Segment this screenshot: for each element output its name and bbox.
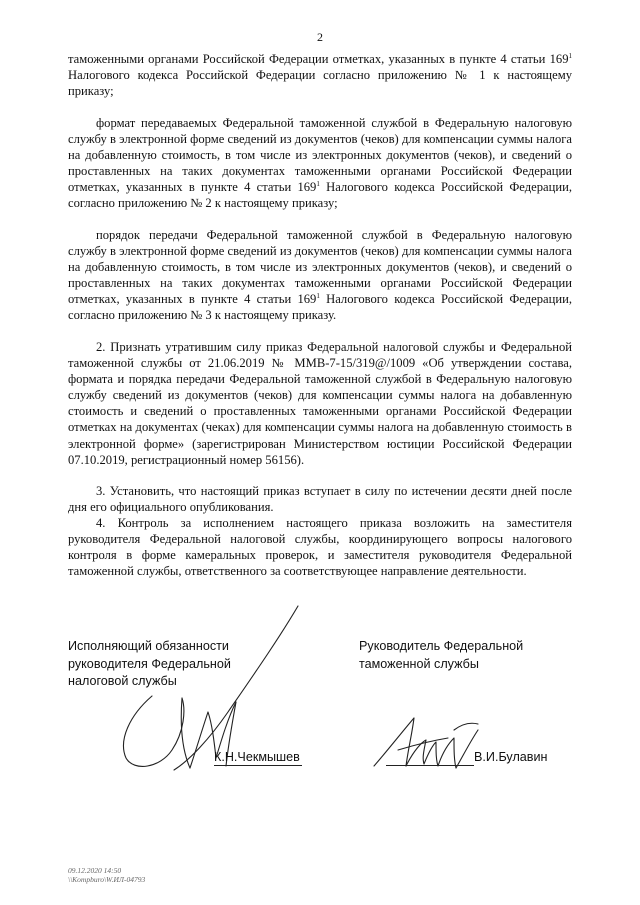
page-number: 2 <box>317 30 323 44</box>
paragraph-text: формат передаваемых Федеральной таможенной службой в Федеральную налоговую службу в электронной форме сведений из документов (чеков) для компенсации суммы налога на добавленную стоимость, в том числе из электронных документов (чеков), и сведений о проставленных на таких документах таможенными органами Российской Федерации отметках, указанных в пункте 4 статьи 169 <box>68 116 572 195</box>
paragraph-format <box>68 115 572 212</box>
paragraph-text: Налогового кодекса Российской Федерации согласно приложению № 1 к настоящему приказу; <box>68 68 572 99</box>
superscript: 1 <box>316 180 320 189</box>
paragraph-item-2: 2. Признать утратившим силу приказ Федеральной налоговой службы и Федеральной таможенной службы от 21.06.2019 № ММВ-7-15/319@/1009 «Об утверждении состава, формата и порядка передачи Федеральной таможенной службой в Федеральную налоговую службу сведений из документов (чеков) для компенсации суммы налога на добавленную стоимость и сведений о проставленных таможенными органами Российской Федерации отметках на документах (чеках) для компенсации суммы налога на добавленную стоимость в электронной форме» (зарегистрирован Министерством юстиции Российской Федерации 07.10.2019, регистрационный номер 56156). <box>68 340 572 467</box>
right-title-line: Руководитель Федеральной <box>359 639 524 653</box>
right-title-line: таможенной службы <box>359 656 479 671</box>
superscript: 1 <box>568 52 572 60</box>
left-title-line: руководителя Федеральной <box>68 656 231 671</box>
left-title-line: Исполняющий обязанности <box>68 639 229 653</box>
paragraph-text: таможенными органами Российской Федерации отметках, указанных в пункте 4 статьи 169 <box>68 52 569 66</box>
left-title-line: налоговой службы <box>68 674 177 688</box>
superscript: 1 <box>316 292 320 301</box>
right-signature <box>368 710 498 780</box>
footer-timestamp: 09.12.2020 14:50 <box>68 866 122 875</box>
paragraph-text: порядок передачи Федеральной таможенной службой в Федеральную налоговую службу в электронной форме сведений из документов (чеков) для компенсации суммы налога на добавленную стоимость, в том числе из электронных документов (чеков), и сведений о проставленных на таких документах таможенными органами Российской Федерации отметках, указанных в пункте 4 статьи 169 <box>68 228 572 307</box>
document-footer <box>68 866 145 884</box>
paragraph-item-3: 3. Установить, что настоящий приказ вступает в силу по истечении десяти дней после дня его официального опубликования. <box>68 484 572 515</box>
right-signature-line <box>386 765 474 766</box>
left-signatory-name: К.Н.Чекмышев <box>214 750 300 764</box>
right-signatory-name: В.И.Булавин <box>474 750 548 764</box>
paragraph-order <box>68 227 572 324</box>
paragraph-text: Налогового кодекса Российской Федерации, согласно приложению № 3 к настоящему приказу. <box>68 292 572 323</box>
left-signature-line <box>214 765 302 766</box>
paragraph-1-continuation <box>68 51 572 99</box>
footer-filepath: \\Kompburo\W.ИЛ-04793 <box>68 875 146 884</box>
paragraph-text: Налогового кодекса Российской Федерации, согласно приложению № 2 к настоящему приказу; <box>68 180 572 211</box>
right-signatory-title <box>359 638 523 673</box>
paragraph-item-4: 4. Контроль за исполнением настоящего приказа возложить на заместителя руководителя Федеральной налоговой службы, координирующего вопросы налогового контроля в форме камеральных проверок, и заместителя руководителя Федеральной таможенной службы, ответственного за соответствующее направление деятельности. <box>68 516 572 579</box>
